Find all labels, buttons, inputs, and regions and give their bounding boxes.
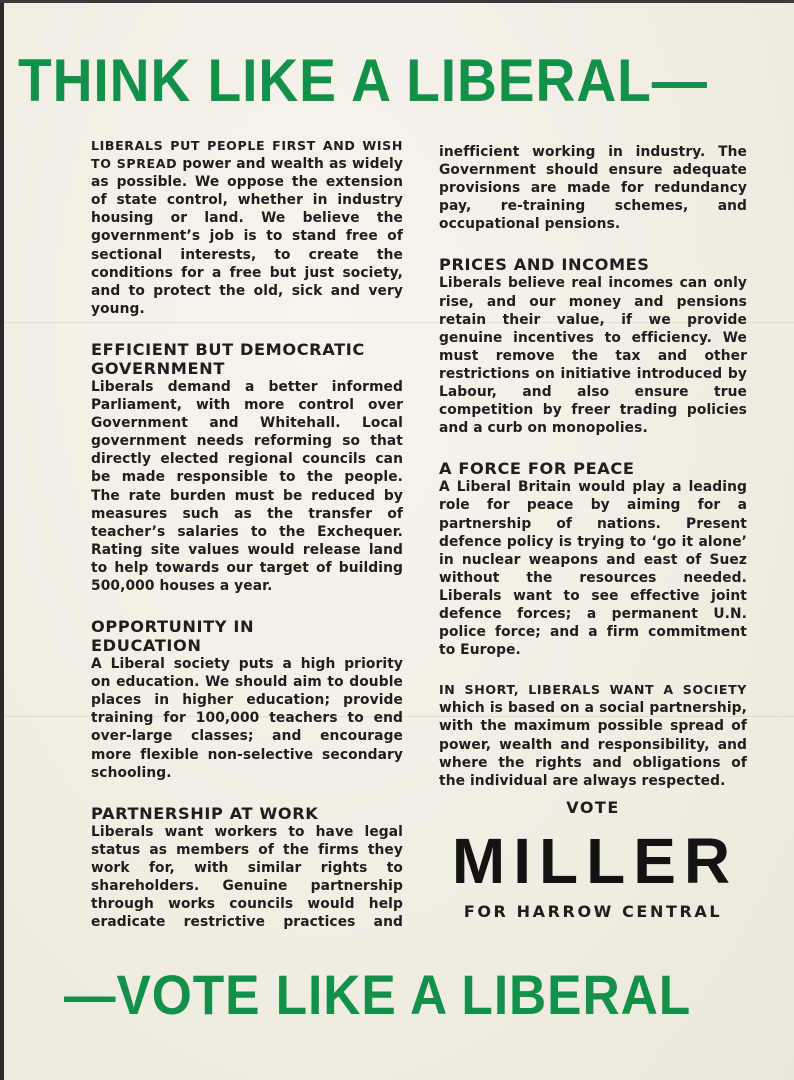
section-government [91,340,403,595]
headline-think-like-a-liberal: THINK LIKE A LIBERAL— [18,47,708,114]
constituency: FOR HARROW CENTRAL [463,901,723,921]
section-body: A Liberal Britain would play a leading role for peace by aiming for a partnership of nations. Present defence policy is trying to ‘go it alone’ in nuclear weapons and east of Suez without the resources needed. Liberals want to see effective joint defence forces; a permanent U.N. police force; and a firm commitment to Europe. [439,479,747,659]
summary [439,681,747,790]
section-education [91,617,403,782]
vote-block [439,798,747,922]
section-heading: PARTNERSHIP AT WORK [91,803,319,823]
summary-lead-caps: IN SHORT, LIBERALS WANT A SOCIETY [439,682,747,698]
section-body: Liberals want workers to have legal status as members of the firms they work for, with similar rights to shareholders. Genuine partnership through works councils would help eradicate restrictive practices and [91,823,403,931]
section-body: Liberals demand a better informed Parliament, with more control over Government and Whitehall. Local government needs reforming so that directly elected regional councils can be made responsible to the people. The rate burden must be reduced by measures such as the transfer of teacher’s salaries to the Exchequer. Rating site values would release land to help towards our target of building 500,000 houses a year. [91,378,403,594]
section-body-continued: inefficient working in industry. The Government should ensure adequate provisions are made for redundancy pay, re-training schemes, and occupational pensions. [439,144,747,233]
summary-text: which is based on a social partnership, with the maximum possible spread of power, wealth and responsibility, and where the rights and obligations of the individual are always respected. [439,700,747,789]
section-heading: OPPORTUNITY IN EDUCATION [91,617,255,656]
section-heading: EFFICIENT BUT DEMOCRATIC GOVERNMENT [91,339,365,378]
section-body: Liberals believe real incomes can only rise, and our money and pensions retain their value, if we provide genuine incentives to efficiency. We must remove the tax and other restrictions on initiative introduced by Labour, and also ensure true competition by freer trading policies and a curb on monopolies. [439,275,747,437]
section-partnership-at-work [91,804,403,932]
intro-paragraph [91,137,403,318]
left-column [91,137,403,931]
summary-paragraph [439,681,747,790]
section-force-for-peace [439,459,747,659]
vote-label: VOTE [566,797,620,817]
intro-text: power and wealth as widely as possible. We oppose the extension of state control, whether in industry housing or land. We believe the government’s job is to stand free of sectional interests, to create the conditions for a free but just society, and to protect the old, sick and very young. [91,156,403,317]
headline-vote-like-a-liberal: —VOTE LIKE A LIBERAL [64,963,692,1026]
section-heading: PRICES AND INCOMES [439,255,650,275]
section-prices-and-incomes [439,255,747,437]
section-heading: A FORCE FOR PEACE [439,459,635,479]
intro-lead-caps: LIBERALS PUT PEOPLE FIRST AND WISH TO SPREAD [91,138,403,172]
section-body: A Liberal society puts a high priority on education. We should aim to double places in higher education; provide training for 100,000 teachers to end over-large classes; and encourage more flexible non-selective secondary schooling. [91,656,403,781]
candidate-name: MILLER [451,824,739,897]
right-column [439,143,747,922]
